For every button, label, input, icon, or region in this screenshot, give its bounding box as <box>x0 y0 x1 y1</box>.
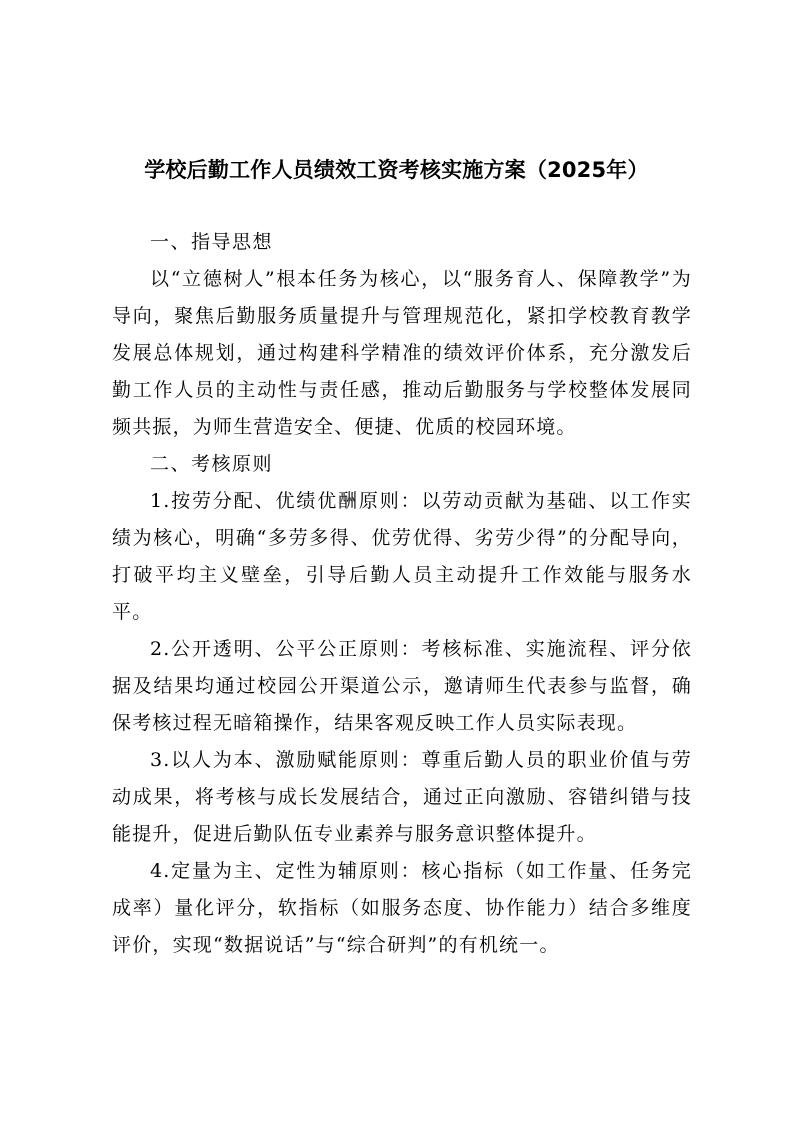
document-body <box>112 224 692 964</box>
section-heading-assessment-principles: 二、考核原则 <box>150 453 274 475</box>
paragraph-principle-2: 2.公开透明、公平公正原则：考核标准、实施流程、评分依据及结果均通过校园公开渠道公示，邀请师生代表参与监督，确保考核过程无暗箱操作，结果客观反映工作人员实际表现。 <box>112 638 692 734</box>
paragraph-guiding-ideology: 以“立德树人”根本任务为核心，以“服务育人、保障教学”为导向，聚焦后勤服务质量提升与管理规范化，紧扣学校教育教学发展总体规划，通过构建科学精准的绩效评价体系，充分激发后勤工作人员的主动性与责任感，推动后勤服务与学校整体发展同频共振，为师生营造安全、便捷、优质的校园环境。 <box>112 268 692 438</box>
paragraph-principle-3: 3.以人为本、激励赋能原则：尊重后勤人员的职业价值与劳动成果，将考核与成长发展结合，通过正向激励、容错纠错与技能提升，促进后勤队伍专业素养与服务意识整体提升。 <box>112 749 692 845</box>
section-heading-guiding-ideology: 一、指导思想 <box>150 231 274 253</box>
document-title: 学校后勤工作人员绩效工资考核实施方案（2025年） <box>144 158 649 182</box>
paragraph-principle-4: 4.定量为主、定性为辅原则：核心指标（如工作量、任务完成率）量化评分，软指标（如服务态度、协作能力）结合多维度评价，实现“数据说话”与“综合研判”的有机统一。 <box>112 860 692 956</box>
paragraph-principle-1: 1.按劳分配、优绩优酬原则：以劳动贡献为基础、以工作实绩为核心，明确“多劳多得、优劳优得、劣劳少得”的分配导向，打破平均主义壁垒，引导后勤人员主动提升工作效能与服务水平。 <box>112 490 692 623</box>
